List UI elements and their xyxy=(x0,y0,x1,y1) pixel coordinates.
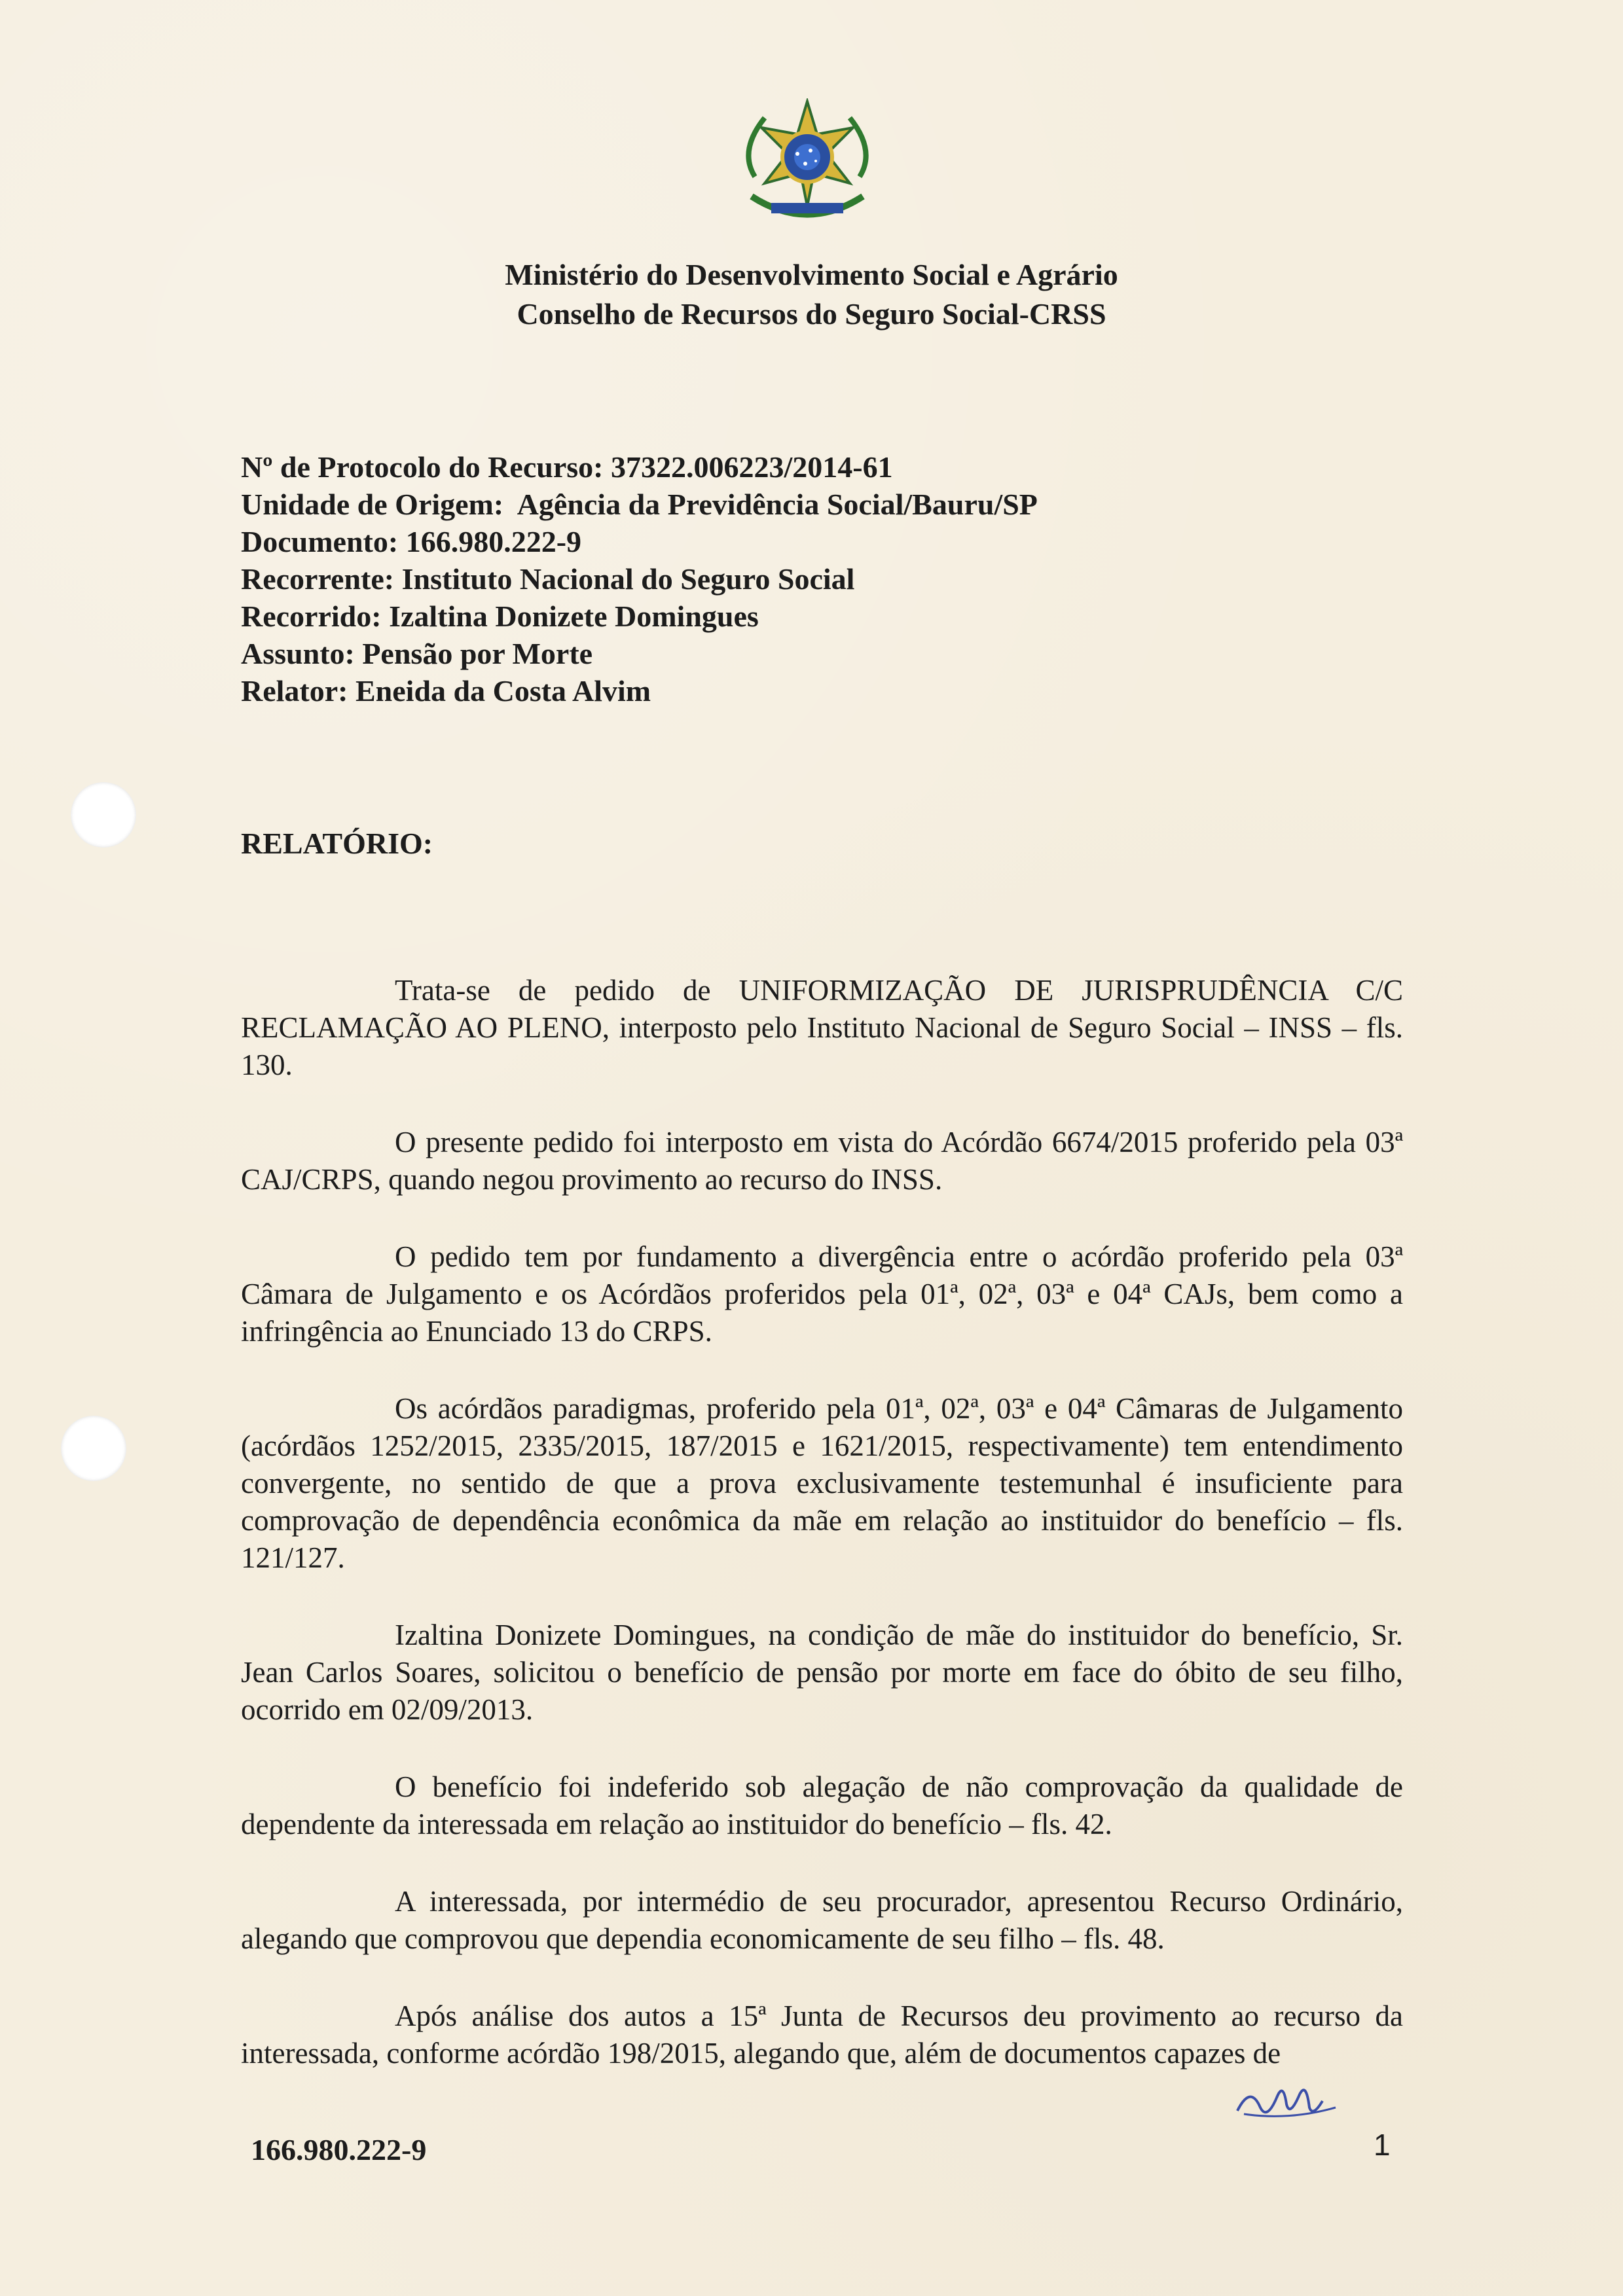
page-number: 1 xyxy=(1374,2128,1391,2162)
report-paragraph: Trata-se de pedido de UNIFORMIZAÇÃO DE JURISPRUDÊNCIA C/C RECLAMAÇÃO AO PLENO, interposto pelo Instituto Nacional de Seguro Social – INSS – fls. 130. xyxy=(241,974,1403,1081)
document-label: Documento: xyxy=(241,525,399,558)
document-value: 166.980.222-9 xyxy=(405,525,582,558)
document-header xyxy=(0,255,1623,334)
document-row xyxy=(241,523,1485,560)
report-body xyxy=(241,972,1403,2112)
report-paragraph: O presente pedido foi interposto em vista do Acórdão 6674/2015 proferido pela 03ª CAJ/CRPS, quando negou provimento ao recurso do INSS. xyxy=(241,1126,1403,1196)
protocol-row xyxy=(241,448,1485,486)
origin-value: Agência da Previdência Social/Bauru/SP xyxy=(517,488,1038,521)
subject-value: Pensão por Morte xyxy=(362,637,593,670)
report-paragraph: A interessada, por intermédio de seu procurador, apresentou Recurso Ordinário, alegando que comprovou que dependia economicamente de seu filho – fls. 48. xyxy=(241,1885,1403,1955)
appellant-value: Instituto Nacional do Seguro Social xyxy=(401,562,855,596)
rapporteur-value: Eneida da Costa Alvim xyxy=(355,674,651,708)
protocol-label: Nº de Protocolo do Recurso: xyxy=(241,450,604,484)
rapporteur-label: Relator: xyxy=(241,674,348,708)
report-paragraph: Os acórdãos paradigmas, proferido pela 01ª, 02ª, 03ª e 04ª Câmaras de Julgamento (acórdãos 1252/2015, 2335/2015, 187/2015 e 1621/2015, respectivamente) tem entendimento convergente, no sentido de que a prova exclusivamente testemunhal é insuficiente para comprovação de dependência econômica da mãe em relação ao instituidor do benefício – fls. 121/127. xyxy=(241,1392,1403,1574)
case-metadata xyxy=(241,448,1485,709)
origin-row xyxy=(241,486,1485,523)
council-name: Conselho de Recursos do Seguro Social-CRSS xyxy=(517,297,1106,331)
report-paragraph: O benefício foi indeferido sob alegação de não comprovação da qualidade de dependente da interessada em relação ao instituidor do benefício – fls. 42. xyxy=(241,1770,1403,1840)
subject-row xyxy=(241,635,1485,672)
report-paragraph: Izaltina Donizete Domingues, na condição de mãe do instituidor do benefício, Sr. Jean Carlos Soares, solicitou o benefício de pensão por morte em face do óbito de seu filho, ocorrido em 02/09/2013. xyxy=(241,1619,1403,1726)
respondent-row xyxy=(241,598,1485,635)
report-paragraph: O pedido tem por fundamento a divergência entre o acórdão proferido pela 03ª Câmara de Julgamento e os Acórdãos proferidos pela 01ª, 02ª, 03ª e 04ª CAJs, bem como a infringência ao Enunciado 13 do CRPS. xyxy=(241,1240,1403,1348)
origin-label: Unidade de Origem: xyxy=(241,488,504,521)
protocol-value: 37322.006223/2014-61 xyxy=(610,450,893,484)
appellant-row xyxy=(241,560,1485,598)
coat-of-arms-emblem xyxy=(725,98,889,236)
report-paragraph: Após análise dos autos a 15ª Junta de Recursos deu provimento ao recurso da interessada, conforme acórdão 198/2015, alegando que, além de documentos capazes de xyxy=(241,2000,1403,2070)
punch-hole-top xyxy=(71,782,136,848)
punch-hole-bottom xyxy=(61,1416,126,1481)
footer-document-number: 166.980.222-9 xyxy=(251,2133,427,2166)
rapporteur-row xyxy=(241,672,1485,709)
handwritten-initials xyxy=(1231,2072,1349,2124)
respondent-label: Recorrido: xyxy=(241,600,382,633)
report-title: RELATÓRIO: xyxy=(241,827,433,860)
respondent-value: Izaltina Donizete Domingues xyxy=(389,600,759,633)
subject-label: Assunto: xyxy=(241,637,355,670)
ministry-name: Ministério do Desenvolvimento Social e Agrário xyxy=(505,258,1118,291)
appellant-label: Recorrente: xyxy=(241,562,395,596)
